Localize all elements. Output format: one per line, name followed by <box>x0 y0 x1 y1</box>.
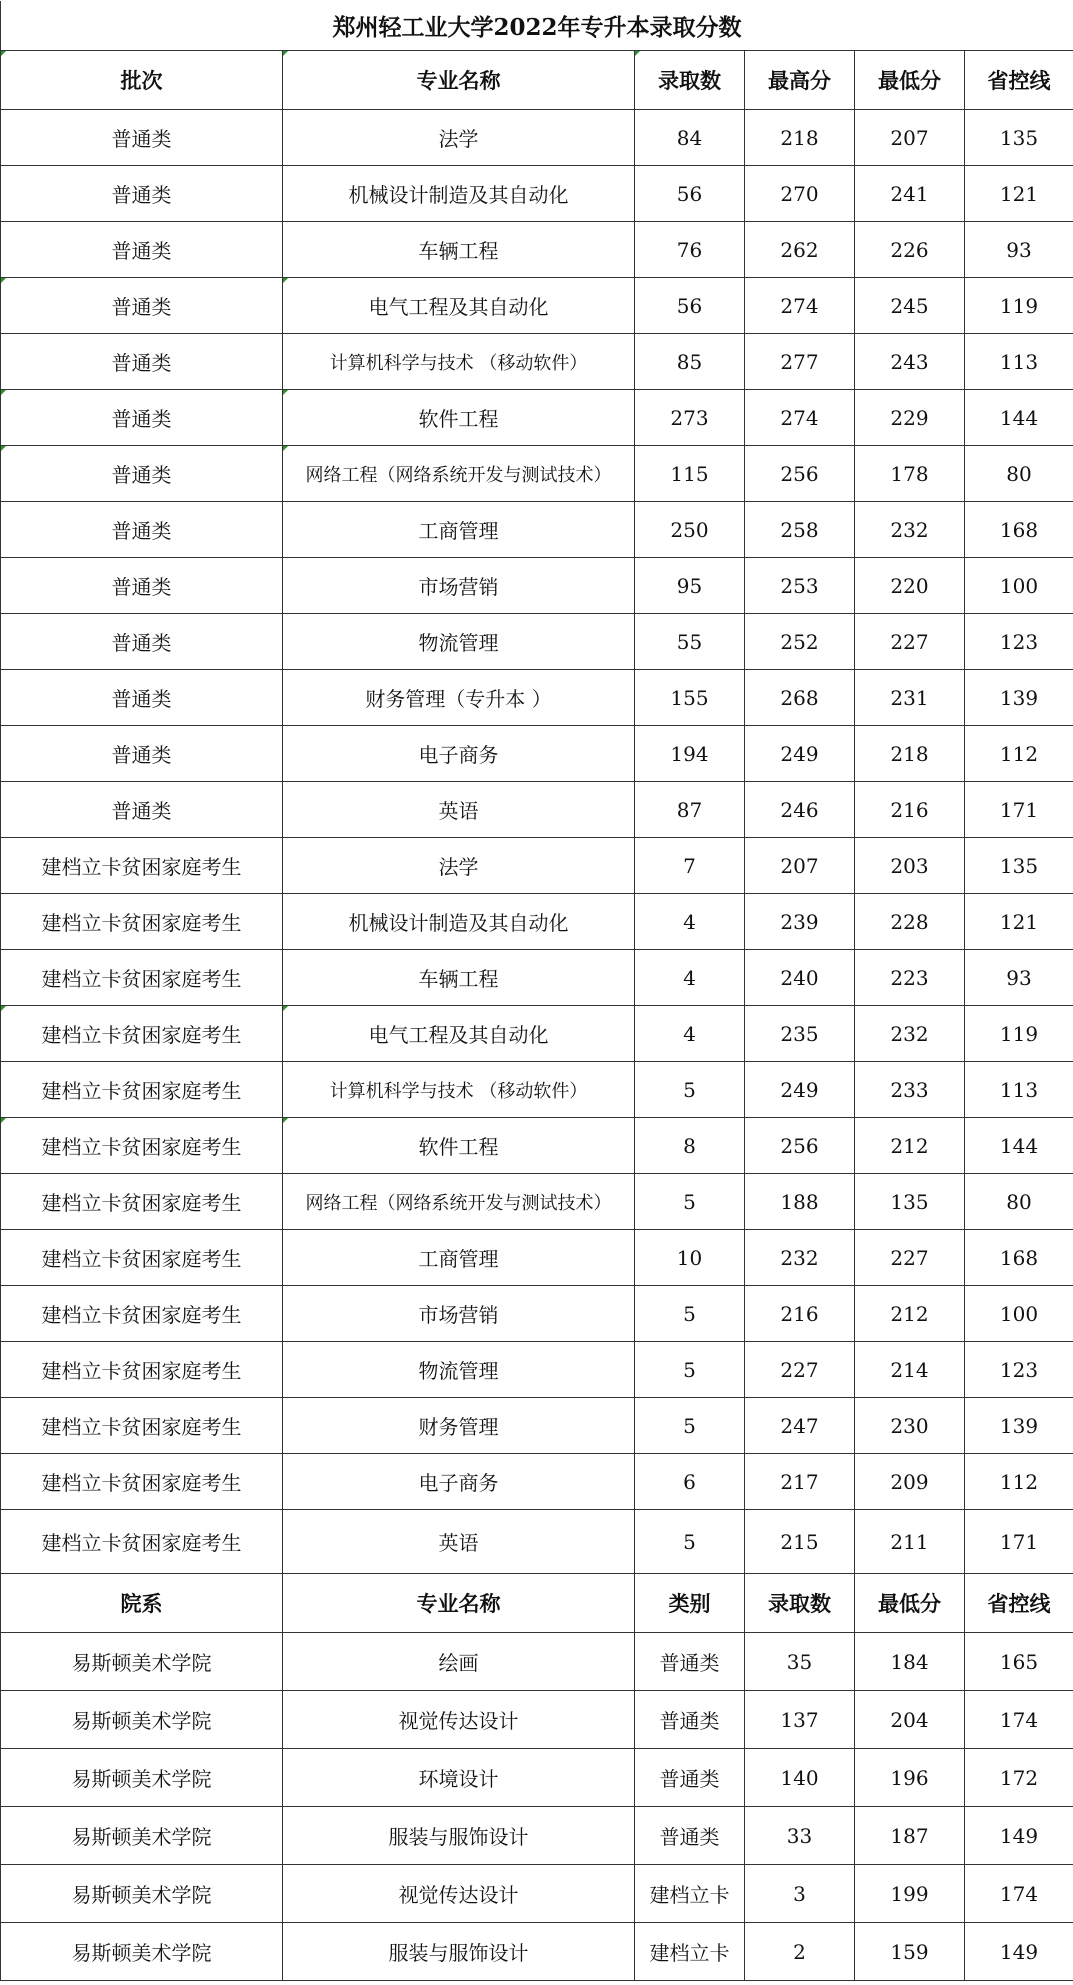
cell-major: 电子商务 <box>283 726 635 782</box>
cell-col3: 95 <box>635 558 745 614</box>
cell-col4: 249 <box>745 1062 855 1118</box>
cell-col3: 5 <box>635 1286 745 1342</box>
table-row <box>1 614 1073 670</box>
cell-batch: 普通类 <box>1 446 283 502</box>
cell-col6: 113 <box>965 1062 1073 1118</box>
table-row <box>1 110 1073 166</box>
cell-col6: 139 <box>965 1398 1073 1454</box>
cell-major: 机械设计制造及其自动化 <box>283 894 635 950</box>
cell-col3: 56 <box>635 278 745 334</box>
cell-col6: 168 <box>965 502 1073 558</box>
cell-col3: 5 <box>635 1174 745 1230</box>
cell-col5: 218 <box>855 726 965 782</box>
cell-col4: 232 <box>745 1230 855 1286</box>
cell-col4: 218 <box>745 110 855 166</box>
column-header: 最低分 <box>855 51 965 110</box>
cell-major: 市场营销 <box>283 1286 635 1342</box>
cell-col3: 普通类 <box>635 1691 745 1749</box>
table-row <box>1 1006 1073 1062</box>
cell-col5: 233 <box>855 1062 965 1118</box>
table-row <box>1 446 1073 502</box>
cell-col3: 273 <box>635 390 745 446</box>
cell-major: 服装与服饰设计 <box>283 1923 635 1981</box>
cell-major: 工商管理 <box>283 502 635 558</box>
cell-col6: 112 <box>965 1454 1073 1510</box>
cell-batch: 易斯顿美术学院 <box>1 1749 283 1807</box>
cell-col6: 80 <box>965 446 1073 502</box>
cell-col4: 227 <box>745 1342 855 1398</box>
table-row <box>1 1342 1073 1398</box>
table-row <box>1 1454 1073 1510</box>
cell-col5: 207 <box>855 110 965 166</box>
cell-col3: 5 <box>635 1510 745 1574</box>
table-row <box>1 1398 1073 1454</box>
table-row <box>1 1807 1073 1865</box>
cell-batch: 建档立卡贫困家庭考生 <box>1 1286 283 1342</box>
cell-col5: 184 <box>855 1633 965 1691</box>
table2-header-row <box>1 1574 1073 1633</box>
cell-major: 物流管理 <box>283 614 635 670</box>
cell-col4: 216 <box>745 1286 855 1342</box>
cell-batch: 易斯顿美术学院 <box>1 1865 283 1923</box>
cell-major: 软件工程 <box>283 390 635 446</box>
cell-col4: 235 <box>745 1006 855 1062</box>
cell-col6: 119 <box>965 278 1073 334</box>
table-row <box>1 1174 1073 1230</box>
cell-col5: 212 <box>855 1118 965 1174</box>
cell-col5: 228 <box>855 894 965 950</box>
table-row <box>1 166 1073 222</box>
cell-major: 财务管理 <box>283 1398 635 1454</box>
cell-batch: 普通类 <box>1 502 283 558</box>
cell-col4: 240 <box>745 950 855 1006</box>
cell-batch: 普通类 <box>1 278 283 334</box>
cell-major: 车辆工程 <box>283 222 635 278</box>
table-row <box>1 950 1073 1006</box>
cell-batch: 建档立卡贫困家庭考生 <box>1 1062 283 1118</box>
cell-col6: 123 <box>965 614 1073 670</box>
cell-col6: 113 <box>965 334 1073 390</box>
cell-col3: 10 <box>635 1230 745 1286</box>
cell-col3: 4 <box>635 894 745 950</box>
cell-col6: 168 <box>965 1230 1073 1286</box>
cell-col4: 268 <box>745 670 855 726</box>
cell-col6: 171 <box>965 782 1073 838</box>
cell-batch: 易斯顿美术学院 <box>1 1923 283 1981</box>
cell-col4: 207 <box>745 838 855 894</box>
cell-col5: 232 <box>855 1006 965 1062</box>
cell-col5: 196 <box>855 1749 965 1807</box>
cell-col4: 3 <box>745 1865 855 1923</box>
cell-batch: 普通类 <box>1 222 283 278</box>
cell-col4: 239 <box>745 894 855 950</box>
cell-batch: 普通类 <box>1 390 283 446</box>
table-row <box>1 1062 1073 1118</box>
cell-major: 绘画 <box>283 1633 635 1691</box>
cell-col6: 80 <box>965 1174 1073 1230</box>
cell-col3: 4 <box>635 1006 745 1062</box>
column-header: 院系 <box>1 1574 283 1633</box>
cell-col6: 121 <box>965 894 1073 950</box>
cell-batch: 建档立卡贫困家庭考生 <box>1 1342 283 1398</box>
cell-col3: 250 <box>635 502 745 558</box>
table-row <box>1 726 1073 782</box>
cell-major: 视觉传达设计 <box>283 1865 635 1923</box>
cell-col5: 178 <box>855 446 965 502</box>
cell-col6: 121 <box>965 166 1073 222</box>
cell-major: 机械设计制造及其自动化 <box>283 166 635 222</box>
table-row <box>1 334 1073 390</box>
table-row <box>1 1865 1073 1923</box>
cell-col3: 155 <box>635 670 745 726</box>
column-header: 录取数 <box>635 51 745 110</box>
cell-major: 财务管理（专升本 ） <box>283 670 635 726</box>
cell-batch: 普通类 <box>1 726 283 782</box>
cell-batch: 建档立卡贫困家庭考生 <box>1 1174 283 1230</box>
cell-batch: 普通类 <box>1 670 283 726</box>
cell-major: 电子商务 <box>283 1454 635 1510</box>
cell-col3: 194 <box>635 726 745 782</box>
cell-batch: 建档立卡贫困家庭考生 <box>1 1398 283 1454</box>
cell-col3: 8 <box>635 1118 745 1174</box>
table-row <box>1 1923 1073 1981</box>
cell-col4: 262 <box>745 222 855 278</box>
cell-col6: 119 <box>965 1006 1073 1062</box>
cell-col4: 247 <box>745 1398 855 1454</box>
cell-col5: 212 <box>855 1286 965 1342</box>
cell-col3: 56 <box>635 166 745 222</box>
cell-col3: 115 <box>635 446 745 502</box>
title-row <box>1 1 1073 51</box>
cell-col4: 217 <box>745 1454 855 1510</box>
cell-major: 市场营销 <box>283 558 635 614</box>
cell-col5: 227 <box>855 1230 965 1286</box>
table-row <box>1 1510 1073 1574</box>
cell-col6: 149 <box>965 1807 1073 1865</box>
cell-batch: 建档立卡贫困家庭考生 <box>1 950 283 1006</box>
cell-col3: 普通类 <box>635 1807 745 1865</box>
column-header: 省控线 <box>965 1574 1073 1633</box>
cell-col4: 33 <box>745 1807 855 1865</box>
cell-col3: 5 <box>635 1342 745 1398</box>
column-header: 省控线 <box>965 51 1073 110</box>
cell-batch: 普通类 <box>1 558 283 614</box>
cell-batch: 易斯顿美术学院 <box>1 1691 283 1749</box>
cell-col4: 188 <box>745 1174 855 1230</box>
cell-col5: 226 <box>855 222 965 278</box>
cell-col6: 93 <box>965 950 1073 1006</box>
cell-col5: 241 <box>855 166 965 222</box>
cell-col3: 建档立卡 <box>635 1865 745 1923</box>
cell-col4: 249 <box>745 726 855 782</box>
cell-batch: 建档立卡贫困家庭考生 <box>1 1006 283 1062</box>
cell-col4: 215 <box>745 1510 855 1574</box>
cell-major: 英语 <box>283 782 635 838</box>
table-row <box>1 502 1073 558</box>
cell-col6: 100 <box>965 1286 1073 1342</box>
cell-major: 车辆工程 <box>283 950 635 1006</box>
cell-col5: 227 <box>855 614 965 670</box>
cell-batch: 普通类 <box>1 334 283 390</box>
column-header: 最高分 <box>745 51 855 110</box>
cell-batch: 建档立卡贫困家庭考生 <box>1 1454 283 1510</box>
table-row <box>1 1286 1073 1342</box>
cell-col5: 223 <box>855 950 965 1006</box>
column-header: 批次 <box>1 51 283 110</box>
cell-col3: 76 <box>635 222 745 278</box>
table-row <box>1 222 1073 278</box>
table-row <box>1 1749 1073 1807</box>
cell-col4: 274 <box>745 278 855 334</box>
cell-col6: 135 <box>965 838 1073 894</box>
cell-col4: 246 <box>745 782 855 838</box>
cell-col4: 270 <box>745 166 855 222</box>
cell-major: 英语 <box>283 1510 635 1574</box>
cell-col4: 252 <box>745 614 855 670</box>
cell-batch: 易斯顿美术学院 <box>1 1807 283 1865</box>
cell-col6: 174 <box>965 1691 1073 1749</box>
cell-batch: 普通类 <box>1 110 283 166</box>
cell-col5: 214 <box>855 1342 965 1398</box>
table-row <box>1 558 1073 614</box>
cell-col4: 137 <box>745 1691 855 1749</box>
cell-col4: 140 <box>745 1749 855 1807</box>
cell-col6: 165 <box>965 1633 1073 1691</box>
cell-col5: 187 <box>855 1807 965 1865</box>
cell-col5: 203 <box>855 838 965 894</box>
cell-col3: 87 <box>635 782 745 838</box>
cell-col5: 231 <box>855 670 965 726</box>
cell-col3: 建档立卡 <box>635 1923 745 1981</box>
cell-major: 电气工程及其自动化 <box>283 1006 635 1062</box>
cell-batch: 建档立卡贫困家庭考生 <box>1 894 283 950</box>
cell-col3: 6 <box>635 1454 745 1510</box>
cell-major: 服装与服饰设计 <box>283 1807 635 1865</box>
table-row <box>1 1118 1073 1174</box>
cell-col5: 220 <box>855 558 965 614</box>
cell-major: 电气工程及其自动化 <box>283 278 635 334</box>
cell-batch: 普通类 <box>1 166 283 222</box>
cell-major: 法学 <box>283 838 635 894</box>
cell-batch: 建档立卡贫困家庭考生 <box>1 838 283 894</box>
cell-col5: 243 <box>855 334 965 390</box>
cell-major: 工商管理 <box>283 1230 635 1286</box>
cell-col3: 7 <box>635 838 745 894</box>
cell-col4: 35 <box>745 1633 855 1691</box>
cell-col5: 232 <box>855 502 965 558</box>
cell-col4: 256 <box>745 446 855 502</box>
table-row <box>1 1691 1073 1749</box>
cell-major: 法学 <box>283 110 635 166</box>
cell-col3: 4 <box>635 950 745 1006</box>
cell-major: 物流管理 <box>283 1342 635 1398</box>
cell-col5: 159 <box>855 1923 965 1981</box>
cell-col5: 204 <box>855 1691 965 1749</box>
cell-batch: 建档立卡贫困家庭考生 <box>1 1230 283 1286</box>
cell-col3: 84 <box>635 110 745 166</box>
cell-col6: 112 <box>965 726 1073 782</box>
cell-batch: 建档立卡贫困家庭考生 <box>1 1118 283 1174</box>
cell-col4: 253 <box>745 558 855 614</box>
cell-batch: 普通类 <box>1 614 283 670</box>
cell-col5: 209 <box>855 1454 965 1510</box>
cell-col3: 85 <box>635 334 745 390</box>
page-title: 郑州轻工业大学2022年专升本录取分数 <box>1 1 1073 51</box>
cell-col6: 144 <box>965 1118 1073 1174</box>
cell-col5: 216 <box>855 782 965 838</box>
cell-col6: 135 <box>965 110 1073 166</box>
cell-major: 计算机科学与技术 （移动软件） <box>283 1062 635 1118</box>
column-header: 专业名称 <box>283 51 635 110</box>
cell-col6: 144 <box>965 390 1073 446</box>
table-row <box>1 390 1073 446</box>
table-row <box>1 1633 1073 1691</box>
column-header: 类别 <box>635 1574 745 1633</box>
cell-col3: 5 <box>635 1062 745 1118</box>
cell-col3: 普通类 <box>635 1633 745 1691</box>
cell-col5: 199 <box>855 1865 965 1923</box>
cell-col6: 123 <box>965 1342 1073 1398</box>
cell-col4: 258 <box>745 502 855 558</box>
cell-col5: 245 <box>855 278 965 334</box>
cell-major: 网络工程（网络系统开发与测试技术） <box>283 446 635 502</box>
table-row <box>1 278 1073 334</box>
cell-col4: 277 <box>745 334 855 390</box>
table-row <box>1 894 1073 950</box>
table-row <box>1 670 1073 726</box>
cell-batch: 易斯顿美术学院 <box>1 1633 283 1691</box>
column-header: 最低分 <box>855 1574 965 1633</box>
table-row <box>1 1230 1073 1286</box>
cell-col6: 93 <box>965 222 1073 278</box>
cell-col5: 211 <box>855 1510 965 1574</box>
cell-col6: 139 <box>965 670 1073 726</box>
cell-batch: 普通类 <box>1 782 283 838</box>
cell-col6: 174 <box>965 1865 1073 1923</box>
cell-major: 网络工程（网络系统开发与测试技术） <box>283 1174 635 1230</box>
column-header: 录取数 <box>745 1574 855 1633</box>
cell-col3: 5 <box>635 1398 745 1454</box>
cell-col5: 230 <box>855 1398 965 1454</box>
cell-col4: 2 <box>745 1923 855 1981</box>
cell-col6: 172 <box>965 1749 1073 1807</box>
cell-col5: 135 <box>855 1174 965 1230</box>
cell-col5: 229 <box>855 390 965 446</box>
cell-col3: 普通类 <box>635 1749 745 1807</box>
cell-major: 环境设计 <box>283 1749 635 1807</box>
cell-col6: 149 <box>965 1923 1073 1981</box>
cell-col4: 274 <box>745 390 855 446</box>
table1-header-row <box>1 51 1073 110</box>
cell-col6: 171 <box>965 1510 1073 1574</box>
cell-major: 视觉传达设计 <box>283 1691 635 1749</box>
cell-col6: 100 <box>965 558 1073 614</box>
cell-major: 软件工程 <box>283 1118 635 1174</box>
cell-batch: 建档立卡贫困家庭考生 <box>1 1510 283 1574</box>
column-header: 专业名称 <box>283 1574 635 1633</box>
table-row <box>1 838 1073 894</box>
cell-major: 计算机科学与技术 （移动软件） <box>283 334 635 390</box>
cell-col4: 256 <box>745 1118 855 1174</box>
cell-col3: 55 <box>635 614 745 670</box>
table-row <box>1 782 1073 838</box>
